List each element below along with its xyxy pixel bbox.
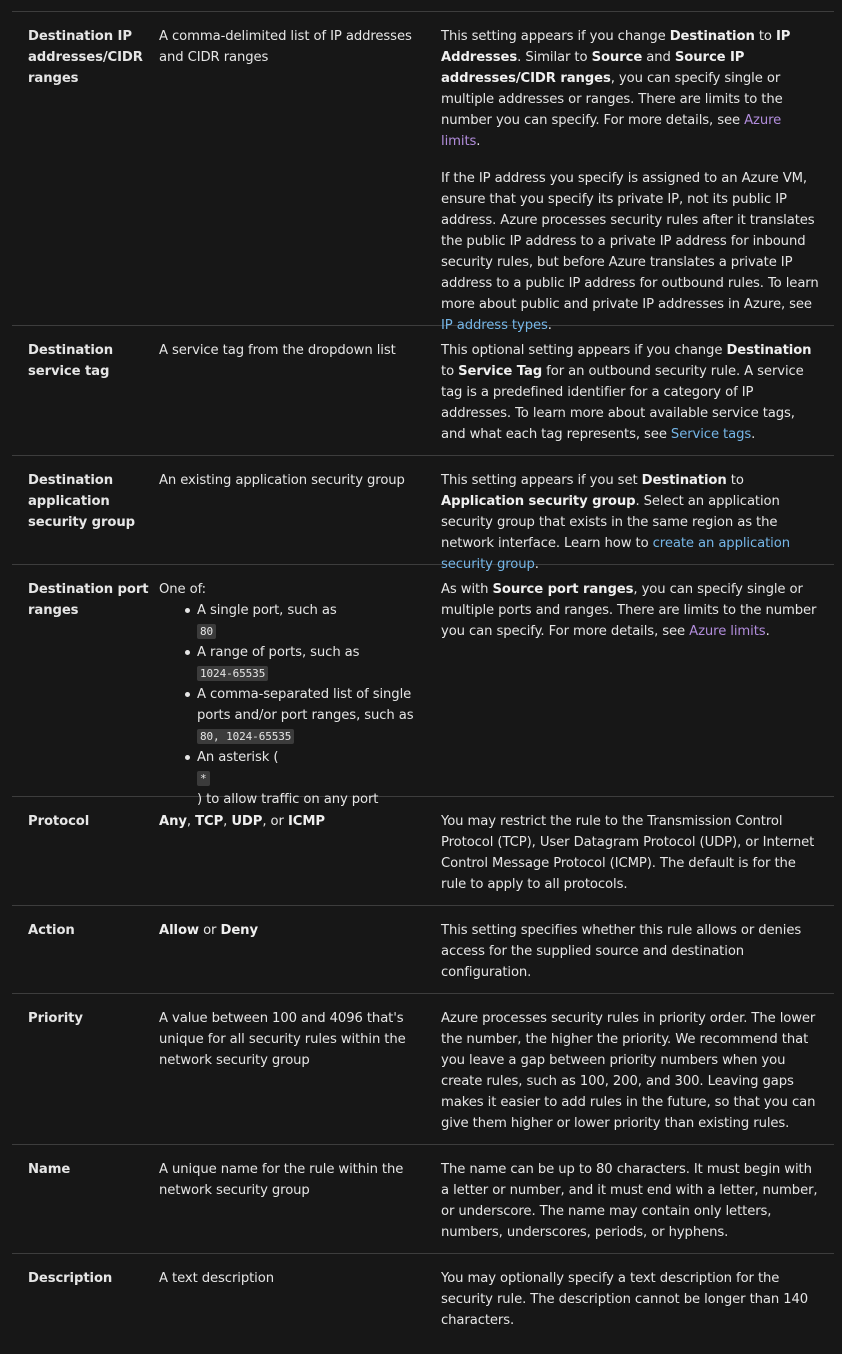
text: If the IP address you specify is assigned to an Azure VM, ensure that you specify its private IP, not its public IP address. Azure processes security rules after it translates the public IP address to a private IP address for inbound security rules, but before Azure translates a private IP address to a public IP address for outbound rules. To learn more about public and private IP addresses in Azure, see bbox=[441, 171, 819, 312]
table-row bbox=[12, 1145, 834, 1254]
setting-details bbox=[441, 12, 834, 333]
bold-text: Application security group bbox=[441, 494, 636, 509]
setting-value: A text description bbox=[159, 1271, 274, 1286]
service-tags-link[interactable]: Service tags bbox=[670, 427, 752, 442]
setting-name bbox=[12, 1145, 159, 1253]
list-item bbox=[197, 600, 429, 642]
setting-name bbox=[12, 1254, 159, 1354]
details-paragraph bbox=[441, 579, 822, 642]
bold-text: Source bbox=[591, 50, 643, 65]
setting-value: A value between 100 and 4096 that's unique for all security rules within the network security group bbox=[159, 1011, 406, 1068]
text: , bbox=[186, 814, 196, 829]
setting-name-line: Destination port bbox=[28, 582, 149, 597]
setting-name-line: ranges bbox=[28, 71, 79, 86]
bold-text: ICMP bbox=[287, 814, 325, 829]
text: . bbox=[547, 318, 552, 333]
text: for an outbound security rule. A service tag is a predefined identifier for a category of IP addresses. To learn more about available service tags, and what each tag represents, see bbox=[441, 364, 804, 442]
setting-details bbox=[441, 565, 834, 796]
details-paragraph bbox=[441, 340, 822, 445]
create-application-security-group-link[interactable]: create an application security group bbox=[441, 536, 790, 572]
ip-address-types-link[interactable]: IP address types bbox=[441, 318, 548, 333]
text: , you can specify single or multiple ports and ranges. There are limits to the number you can specify. For more details, see bbox=[441, 582, 817, 639]
setting-name-line: Destination bbox=[28, 473, 114, 488]
bold-text: Source port ranges bbox=[492, 582, 634, 597]
text: . Select an application security group that exists in the same region as the network interface. Learn how to bbox=[441, 494, 780, 551]
setting-details: You may restrict the rule to the Transmission Control Protocol (TCP), User Datagram Protocol (UDP), or Internet Control Message Protocol (ICMP). The default is for the rule to apply to all protocols. bbox=[441, 814, 815, 892]
list-item bbox=[197, 747, 429, 810]
inline-code: * bbox=[197, 771, 210, 786]
bold-text: Any bbox=[159, 814, 187, 829]
azure-limits-link[interactable]: Azure limits bbox=[689, 624, 766, 639]
bold-text: Service Tag bbox=[458, 364, 543, 379]
bold-text: IP Addresses bbox=[441, 29, 791, 65]
text: . bbox=[765, 624, 770, 639]
security-rule-settings-table bbox=[12, 11, 834, 1354]
text: This setting appears if you set bbox=[441, 473, 642, 488]
details-paragraph bbox=[441, 470, 822, 575]
table-row bbox=[12, 12, 834, 333]
setting-name-line: Description bbox=[28, 1271, 113, 1286]
setting-value: A unique name for the rule within the network security group bbox=[159, 1162, 404, 1198]
table-row bbox=[12, 326, 834, 456]
text: As with bbox=[441, 582, 493, 597]
setting-name-line: security group bbox=[28, 515, 135, 530]
text: A range of ports, such as bbox=[197, 645, 360, 660]
table-row bbox=[12, 1254, 834, 1354]
table-row bbox=[12, 456, 834, 572]
setting-name-line: addresses/CIDR bbox=[28, 50, 143, 65]
setting-name bbox=[12, 326, 159, 455]
text: or bbox=[199, 923, 221, 938]
port-options-list bbox=[159, 600, 429, 810]
setting-name-line: Destination bbox=[28, 343, 114, 358]
setting-name-line: service tag bbox=[28, 364, 110, 379]
setting-name-line: Priority bbox=[28, 1011, 83, 1026]
azure-limits-link[interactable]: Azure limits bbox=[441, 113, 782, 149]
bold-text: Destination bbox=[641, 473, 727, 488]
text: , or bbox=[262, 814, 288, 829]
setting-name-line: Destination IP bbox=[28, 29, 132, 44]
text: A comma-separated list of single ports and/or port ranges, such as bbox=[197, 687, 414, 723]
setting-details bbox=[441, 456, 834, 572]
setting-value: A service tag from the dropdown list bbox=[159, 343, 396, 358]
text: . bbox=[751, 427, 756, 442]
list-item bbox=[197, 642, 429, 684]
setting-name-line: Protocol bbox=[28, 814, 90, 829]
setting-details: You may optionally specify a text description for the security rule. The description cannot be longer than 140 characters. bbox=[441, 1271, 809, 1328]
setting-name bbox=[12, 565, 159, 796]
text: A single port, such as bbox=[197, 603, 337, 618]
setting-name-line: Action bbox=[28, 923, 75, 938]
text: This optional setting appears if you change bbox=[441, 343, 727, 358]
setting-details: This setting specifies whether this rule allows or denies access for the supplied source and destination configuration. bbox=[441, 923, 802, 980]
setting-name bbox=[12, 994, 159, 1144]
setting-name-line: ranges bbox=[28, 603, 79, 618]
text: , you can specify single or multiple addresses or ranges. There are limits to the number you can specify. For more details, see bbox=[441, 71, 783, 128]
setting-value: An existing application security group bbox=[159, 473, 405, 488]
table-row bbox=[12, 906, 834, 994]
bold-text: Destination bbox=[726, 343, 812, 358]
bold-text: UDP bbox=[231, 814, 263, 829]
text: to bbox=[726, 473, 744, 488]
list-item bbox=[197, 684, 429, 747]
setting-value bbox=[159, 565, 441, 807]
setting-name bbox=[12, 797, 159, 905]
text: . Similar to bbox=[517, 50, 592, 65]
text: to bbox=[754, 29, 776, 44]
setting-name-line: application bbox=[28, 494, 110, 509]
table-row bbox=[12, 797, 834, 906]
inline-code: 80, 1024-65535 bbox=[197, 729, 294, 744]
details-paragraph bbox=[441, 26, 822, 152]
setting-name-line: Name bbox=[28, 1162, 71, 1177]
bold-text: Deny bbox=[220, 923, 258, 938]
bold-text: TCP bbox=[195, 814, 224, 829]
value-intro: One of: bbox=[159, 582, 207, 597]
bold-text: Destination bbox=[669, 29, 755, 44]
setting-value bbox=[159, 797, 441, 905]
setting-value bbox=[159, 906, 441, 993]
setting-details bbox=[441, 326, 834, 455]
setting-name bbox=[12, 906, 159, 993]
text: An asterisk ( bbox=[197, 750, 279, 765]
text: , bbox=[223, 814, 232, 829]
text: and bbox=[642, 50, 675, 65]
setting-name bbox=[12, 12, 159, 325]
text: ) to allow traffic on any port bbox=[197, 792, 379, 807]
setting-name bbox=[12, 456, 159, 564]
setting-details: The name can be up to 80 characters. It must begin with a letter or number, and it must end with a letter, number, or underscore. The name may contain only letters, numbers, underscores, periods, or hyphens. bbox=[441, 1162, 818, 1240]
text: This setting appears if you change bbox=[441, 29, 670, 44]
setting-details: Azure processes security rules in priority order. The lower the number, the higher the priority. We recommend that you leave a gap between priority numbers when you create rules, such as 100, 200, and 300. Leaving gaps makes it easier to add rules in the future, so that you can give them higher or lower priority than existing rules. bbox=[441, 1011, 816, 1131]
text: . bbox=[476, 134, 481, 149]
setting-value: A comma-delimited list of IP addresses and CIDR ranges bbox=[159, 29, 412, 65]
bold-text: Source IP addresses/CIDR ranges bbox=[441, 50, 745, 86]
details-paragraph bbox=[441, 168, 822, 336]
bold-text: Allow bbox=[159, 923, 199, 938]
table-row bbox=[12, 994, 834, 1145]
text: to bbox=[441, 364, 459, 379]
inline-code: 80 bbox=[197, 624, 216, 639]
text: . bbox=[534, 557, 539, 572]
table-row bbox=[12, 565, 834, 807]
inline-code: 1024-65535 bbox=[197, 666, 268, 681]
